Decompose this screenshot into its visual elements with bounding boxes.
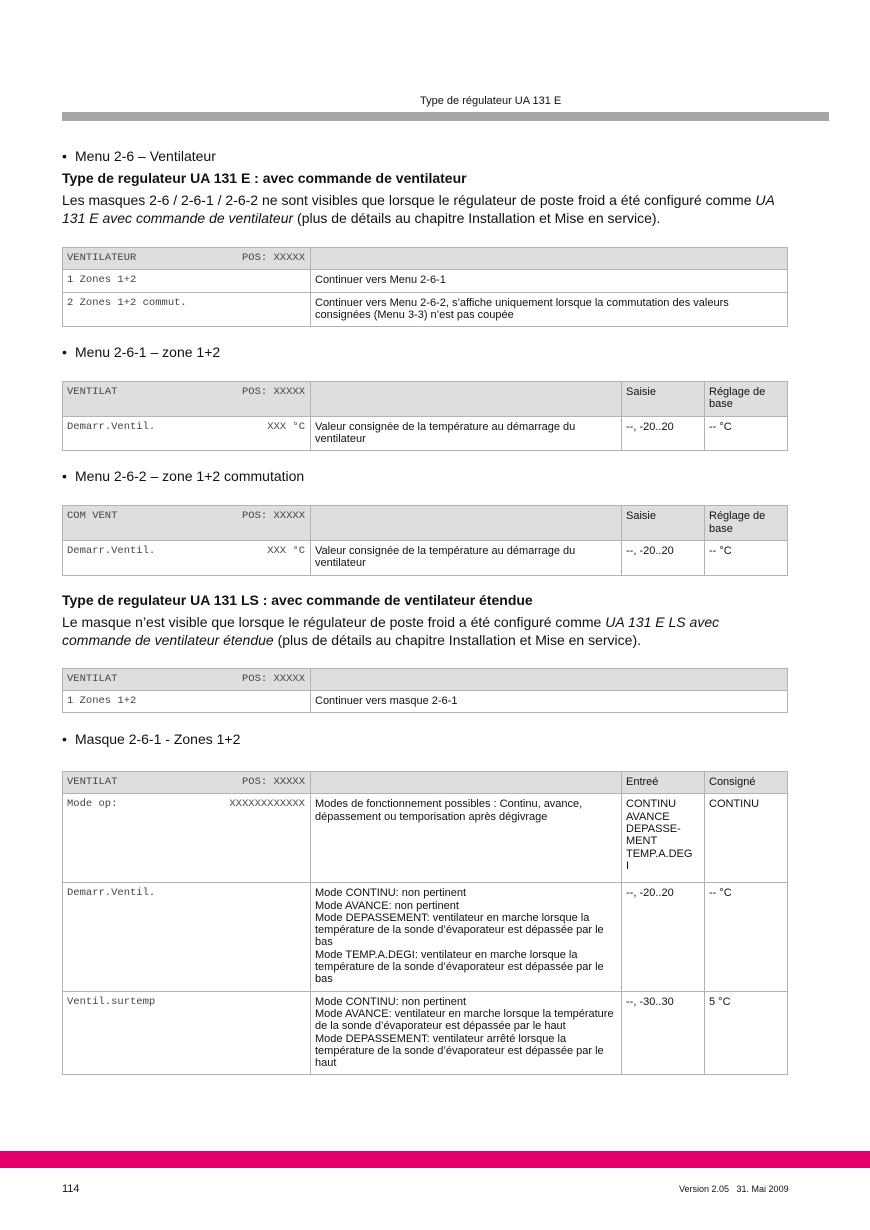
lcd-value: XXX °C [267,420,305,433]
para-text-a: Le masque n’est visible que lorsque le régulateur de poste froid a été configuré comme [62,613,606,630]
header-blank [311,668,788,690]
row-base: -- °C [705,540,788,575]
row-base: -- °C [705,416,788,451]
header-blank [311,506,622,541]
lcd-line: 1 Zones 1+2 [63,690,311,712]
lcd-value: XXX °C [267,544,305,557]
lcd-pos: POS: XXXXX [241,672,305,685]
lcd-header [63,248,311,270]
table-row [63,270,788,292]
para-text-a: Les masques 2-6 / 2-6-1 / 2-6-2 ne sont visibles que lorsque le régulateur de poste froid a été configuré comme [62,192,756,208]
lcd-header [63,506,311,541]
lcd-pos: POS: XXXXX [241,252,305,264]
paragraph-ua131e [62,191,788,227]
table-ventilateur [62,247,788,327]
row-description: Mode CONTINU: non pertinent Mode AVANCE: non pertinent Mode DEPASSEMENT: ventilateur en marche lorsque la température de la sonde d’évaporateur est dépassée par le bas Mode TEMP.A.DEGI: ventilateur en marche lorsque la température de la sonde d’évaporateur est dépassée par le bas [311,883,622,991]
header-reglage: Réglage de base [705,506,788,541]
lcd-pos: POS: XXXXX [241,386,305,399]
lcd-name: VENTILAT [67,386,118,399]
row-entry: --, -20..20 [622,540,705,575]
lcd-name: VENTILAT [67,776,118,789]
bullet-menu-2-6: • Menu 2-6 – Ventilateur [62,147,788,165]
row-description: Modes de fonctionnement possibles : Continu, avance, dépassement ou temporisation après dégivrage [311,794,622,883]
lcd-name: COM VENT [67,510,118,523]
lcd-line [63,416,311,451]
row-entry: --, -30..30 [622,991,705,1075]
page-number: 114 [62,1183,80,1195]
table-row [63,690,788,712]
header-blank [311,772,622,794]
page-content [62,143,788,1075]
lcd-pos: POS: XXXXX [241,510,305,523]
para-text-b: (plus de détails au chapitre Installation et Mise en service). [293,210,661,226]
row-description: Mode CONTINU: non pertinent Mode AVANCE: ventilateur en marche lorsque la température de la sonde d’évaporateur est dépassée par le haut Mode DEPASSEMENT: ventilateur arrêté lorsque la température de la sonde d’évaporateur est dépassée par le haut [311,991,622,1075]
bullet-menu-2-6-2: • Menu 2-6-2 – zone 1+2 commutation [62,467,788,485]
lcd-name: Demarr.Ventil. [67,544,156,557]
lcd-line: 1 Zones 1+2 [63,270,311,292]
table-header-row [63,772,788,794]
row-entry: CONTINU AVANCE DEPASSE- MENT TEMP.A.DEG I [622,794,705,883]
lcd-name: VENTILATEUR [67,252,137,264]
row-description: Continuer vers Menu 2-6-2, s’affiche uniquement lorsque la commutation des valeurs consignées (Menu 3-3) n’est pas coupée [311,292,788,327]
header-saisie: Saisie [622,382,705,417]
table-ventilat-2-6-1 [62,381,788,451]
lcd-name: VENTILAT [67,672,118,685]
header-reglage: Réglage de base [705,382,788,417]
para-text-italic: UA 131 E avec commande de ventilateur [62,192,775,226]
row-entry: --, -20..20 [622,883,705,991]
table-row [63,794,788,883]
lcd-line: 2 Zones 1+2 commut. [63,292,311,327]
bullet-masque-2-6-1: • Masque 2-6-1 - Zones 1+2 [62,730,788,748]
page-header-title: Type de régulateur UA 131 E [420,95,562,107]
table-masque-2-6-1 [62,771,788,1075]
bullet-menu-2-6-1: • Menu 2-6-1 – zone 1+2 [62,343,788,361]
row-description: Valeur consignée de la température au démarrage du ventilateur [311,540,622,575]
row-description: Valeur consignée de la température au démarrage du ventilateur [311,416,622,451]
table-com-vent [62,505,788,575]
lcd-pos: POS: XXXXX [241,776,305,789]
heading-ua131e: Type de regulateur UA 131 E : avec commande de ventilateur [62,170,467,186]
table-header-row [63,668,788,690]
paragraph-ua131ls [62,613,788,649]
table-header-row [63,506,788,541]
table-row [63,416,788,451]
table-row [63,883,788,991]
header-bar [62,112,829,121]
lcd-name: Demarr.Ventil. [67,887,156,900]
header-consigne: Consigné [705,772,788,794]
heading-ua131ls: Type de regulateur UA 131 LS : avec commande de ventilateur étendue [62,591,533,608]
table-ventilat-ls [62,668,788,714]
lcd-header [63,772,311,794]
row-base: CONTINU [705,794,788,883]
lcd-header [63,668,311,690]
lcd-line [63,540,311,575]
header-saisie: Saisie [622,506,705,541]
header-blank [311,248,788,270]
table-row [63,540,788,575]
row-base: 5 °C [705,991,788,1075]
header-blank [311,382,622,417]
row-entry: --, -20..20 [622,416,705,451]
row-description: Continuer vers Menu 2-6-1 [311,270,788,292]
lcd-line [63,991,311,1075]
table-row [63,292,788,327]
lcd-name: Mode op: [67,798,118,811]
row-description: Continuer vers masque 2-6-1 [311,690,788,712]
table-header-row [63,382,788,417]
table-row [63,991,788,1075]
lcd-header [63,382,311,417]
row-base: -- °C [705,883,788,991]
version-info: Version 2.05 31. Mai 2009 [679,1184,789,1194]
lcd-name: Demarr.Ventil. [67,420,156,433]
lcd-name: Ventil.surtemp [67,995,156,1008]
lcd-line [63,794,311,883]
para-text-italic: UA 131 E LS avec commande de ventilateur étendue [62,613,720,648]
lcd-line [63,883,311,991]
header-entree: Entreé [622,772,705,794]
table-header-row [63,248,788,270]
para-text-b: (plus de détails au chapitre Installation et Mise en service). [273,631,641,648]
footer-accent-bar [0,1151,870,1168]
lcd-value: XXXXXXXXXXXX [229,798,305,811]
